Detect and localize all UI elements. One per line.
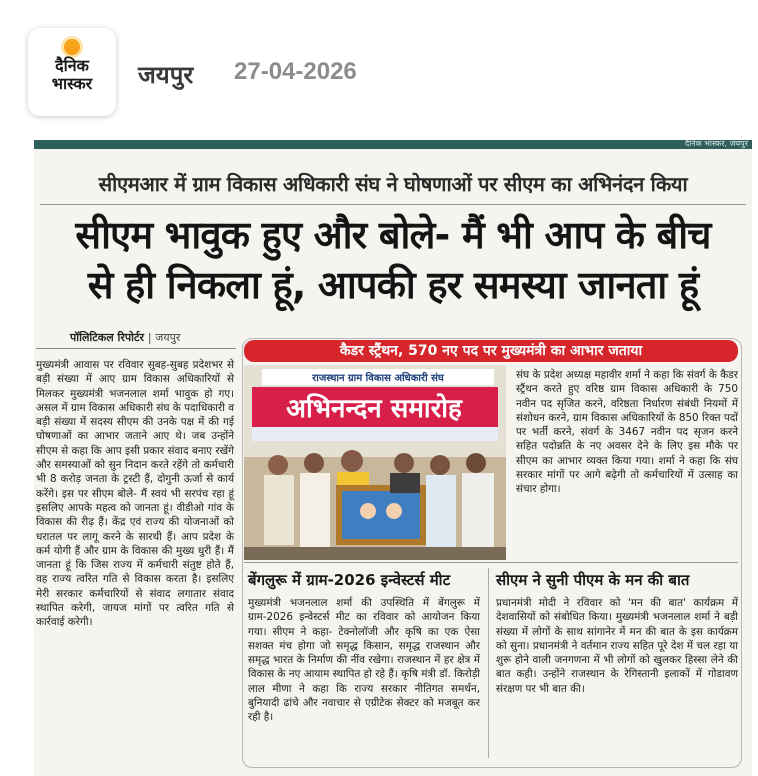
photo-banner-text: अभिनन्दन समारोह [286,394,462,424]
kicker-divider [40,204,746,205]
clipping-top-strip [34,140,752,149]
edition-date[interactable]: 27-04-2026 [234,58,357,85]
byline-city: | जयपुर [147,331,181,344]
top-strip-text: दैनिक भास्कर, जयपुर [684,140,748,148]
event-photo-illustration [244,365,506,560]
edition-city: जयपुर [138,61,194,89]
side-article-text: संघ के प्रदेश अध्यक्ष महावीर शर्मा ने कहा कि संवर्ग के कैडर स्ट्रैंथन करते हुए वरिष्ठ ग्राम विकास अधिकारी के 750 नवीन पद सृजित करने, वरिष्ठता निर्धारण संबंधी नियमों में संशोधन करने, ग्राम विकास अधिकारियों के 850 रिक्त पदों पर भर्ती करने, संवर्ग के 3467 नवीन पद सृजन करने सहित पदोन्नति के नए अवसर देने के लिए इस मौके पर सीएम का आभार व्यक्त किया गया। शर्मा ने कहा कि संघ सरकार मांगों पर आगे बढ़ेगी तो कर्मचारियों में उत्साह का संचार होगा। [516,369,738,496]
sun-icon [64,39,80,55]
article-headline [34,210,752,310]
headline-line1: सीएम भावुक हुए और बोले- मैं भी आप के बीच [75,213,711,257]
app-header [0,0,758,128]
mann-ki-baat-text: प्रधानमंत्री मोदी ने रविवार को 'मन की बात' कार्यक्रम में देशवासियों को संबोधित किया। मुख्यमंत्री भजनलाल शर्मा ने बड़ी संख्या में लोगों के साथ सांगानेर में मन की बात के इस कार्यक्रम को सुना। प्रधानमंत्री ने वर्तमान राज्य सहित पूरे देश में चल रहा या शुरू होने वाली जनगणना में भी लोगों को खुलकर हिस्सा लेने की बात कही। उन्होंने राजस्थान के रेगिस्तानी इलाकों में गोडावण संरक्षण पर भी बात की। [496,597,738,695]
dainik-bhaskar-logo[interactable] [28,28,116,116]
red-banner-headline: कैडर स्ट्रैंथन, 570 नए पद पर मुख्यमंत्री का आभार जताया [244,340,738,362]
column-divider [488,568,489,758]
logo-line2: भास्कर [51,74,93,93]
headline-line2: से ही निकला हूं, आपकी हर समस्या जानता हूं [87,263,699,307]
sub-headline-mann-ki-baat: सीएम ने सुनी पीएम के मन की बात [496,571,690,589]
sub-headline-investors-meet: बेंगलुरू में ग्राम-2026 इन्वेस्टर्स मीट [248,571,451,589]
section-divider [244,562,738,563]
logo-line1: दैनिक [55,56,89,75]
newspaper-clipping[interactable] [34,140,752,776]
byline-divider [36,348,236,349]
main-article-text: मुख्यमंत्री आवास पर रविवार सुबह-सुबह प्रदेशभर से बड़ी संख्या में आए ग्राम विकास अधिकारियों से मिलकर मुख्यमंत्री भजनलाल शर्मा भावुक हो गए। असल में ग्राम विकास अधिकारी संघ के पदाधिकारी व बड़ी संख्या में सदस्य सीएम की उनके पक्ष में की गई घोषणाओं का आभार जताने आए थे। जब उन्होंने सीएम से कहा कि आप इसी प्रकार संवाद बनाए रखेंगे और समस्याओं को सुन निदान करते रहेंगे तो कर्मचारी भी 8 करोड़ जनता के ट्रस्टी हैं, दोगुनी ऊर्जा से कार्य करेंगे। इस पर सीएम बोले- मैं स्वयं भी सरपंच रहा हूं इसलिए आपके महत्व को जानता हूं। वीडीओ गांव के विकास की रीढ़ हैं। केंद्र एवं राज्य की योजनाओं को धरातल पर लागू करने के सारथी हैं। आप प्रदेश के कर्म योगी हैं और ग्राम के विकास की मुख्य धुरी हैं। मैं जानता हूं कि जिस राज्य में कर्मचारी संतुष्ट होते हैं, वह राज्य त्वरित गति से विकास करता है। इसलिए मेरी सरकार कर्मचारियों से संवाद लगातार संवाद स्थापित करेगी, जायज मांगों पर त्वरित गति से कार्रवाई करेगी। [36,359,234,629]
event-photo [244,365,506,560]
investors-meet-text: मुख्यमंत्री भजनलाल शर्मा की उपस्थिति में बेंगलुरू में ग्राम-2026 इन्वेस्टर्स मीट का रविवार को आयोजन किया गया। सीएम ने कहा- टेक्नोलॉजी और कृषि का एक ऐसा सशक्त मंच होगा जो समृद्ध किसान, समृद्ध राजस्थान और समृद्ध भारत के निर्माण की नींव रखेगा। राजस्थान में हर क्षेत्र में विकास के नए आयाम स्थापित हो रहे हैं। कृषि मंत्री डॉ. किरोड़ी लाल मीणा ने कहा कि राज्य सरकार नीतिगत समर्थन, बुनियादी ढांचे और नवाचार से एग्रीटेक सेक्टर को मजबूत कर रही है। [248,597,480,724]
photo-top-text: राजस्थान ग्राम विकास अधिकारी संघ [312,373,444,384]
article-kicker: सीएमआर में ग्राम विकास अधिकारी संघ ने घोषणाओं पर सीएम का अभिनंदन किया [98,172,688,196]
byline-name: पॉलिटिकल रिपोर्टर [70,331,145,344]
byline [70,330,180,345]
